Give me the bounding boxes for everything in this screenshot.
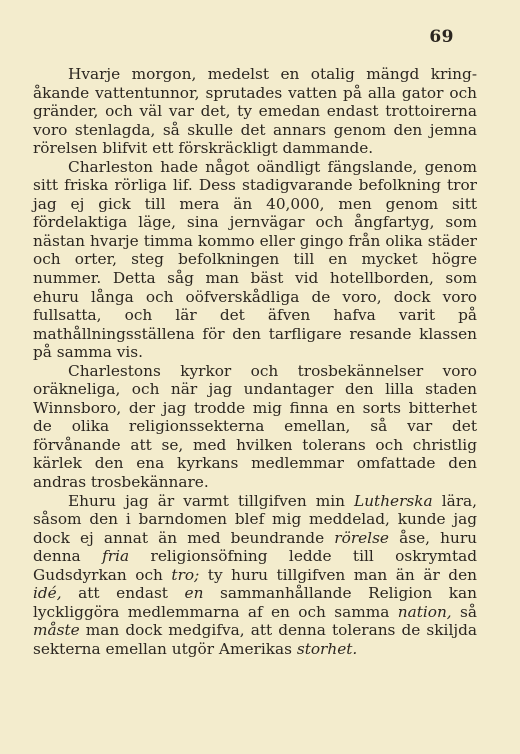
text-run: religionsöfning ledde till oskrymtad Gudsdyrkan och — [33, 547, 478, 584]
paragraph — [33, 65, 477, 158]
text-run: lära, såsom den i barndomen blef mig meddelad, kunde jag dock ej annat än med beundrande — [33, 491, 477, 547]
italic-text: rörelse — [334, 528, 389, 547]
text-run: Charlestons kyrkor och trosbekännelser voro oräkneliga, och när jag undantager den lilla staden Winnsboro, der jag trodde mig finna en sorts bitterhet de olika religionssekterna emellan, så var det förvånande att se, med hvilken tolerans och christlig kärlek den ena kyrkans medlemmar omfattade den andras trosbekännare. — [33, 361, 477, 492]
page-number: 69 — [429, 27, 454, 47]
text-run: Charleston hade något oändligt fängslande, genom sitt friska rörliga lif. Dess stadigvarande befolkning tror jag ej gick till mera än 40,000, men genom sitt fördelaktiga läge, sina jernvägar och ångfartyg, som nästan hvarje timma kommo eller gingo från olika städer och orter, steg befolkningen till en mycket högre nummer. Detta såg man bäst vid hotellborden, som ehuru långa och oöfverskådliga de voro, dock voro fullsatta, och lär det äfven hafva varit på mathållningsställena för den tarfligare resande klassen på samma vis. — [33, 157, 477, 362]
italic-text: nation, — [397, 602, 452, 621]
text-run: så — [451, 602, 477, 621]
text-run: ty huru tillgifven man än är den — [199, 565, 477, 584]
text-run: sammanhållande Religion kan lyckliggöra medlemmarna af en och samma — [33, 584, 477, 621]
paragraph — [33, 362, 477, 492]
italic-text: storhet. — [296, 639, 358, 658]
text-run: Ehuru jag är varmt tillgifven min — [68, 491, 355, 510]
text-run: att endast — [61, 584, 185, 603]
italic-text: idé, — [33, 584, 62, 603]
paragraph — [33, 158, 477, 362]
paragraph — [33, 492, 477, 659]
italic-text: tro; — [171, 565, 200, 584]
italic-text: Lutherska — [354, 491, 433, 510]
text-run: man dock medgifva, att denna tolerans de skiljda sekterna emellan utgör Amerikas — [33, 621, 477, 658]
text-run: Hvarje morgon, medelst en otalig mängd kringåkande vattentunnor, sprutades vatten på alla gator och gränder, och väl var det, ty emedan endast trottoirerna voro stenlagda, så skulle det annars genom den jemna rörelsen blifvit ett förskräckligt dammande. — [33, 65, 477, 158]
italic-text: fria — [102, 547, 130, 566]
body-text — [33, 65, 477, 659]
text-run: åse, huru denna — [33, 528, 477, 566]
italic-text: en — [184, 584, 204, 603]
italic-text: måste — [33, 621, 80, 640]
